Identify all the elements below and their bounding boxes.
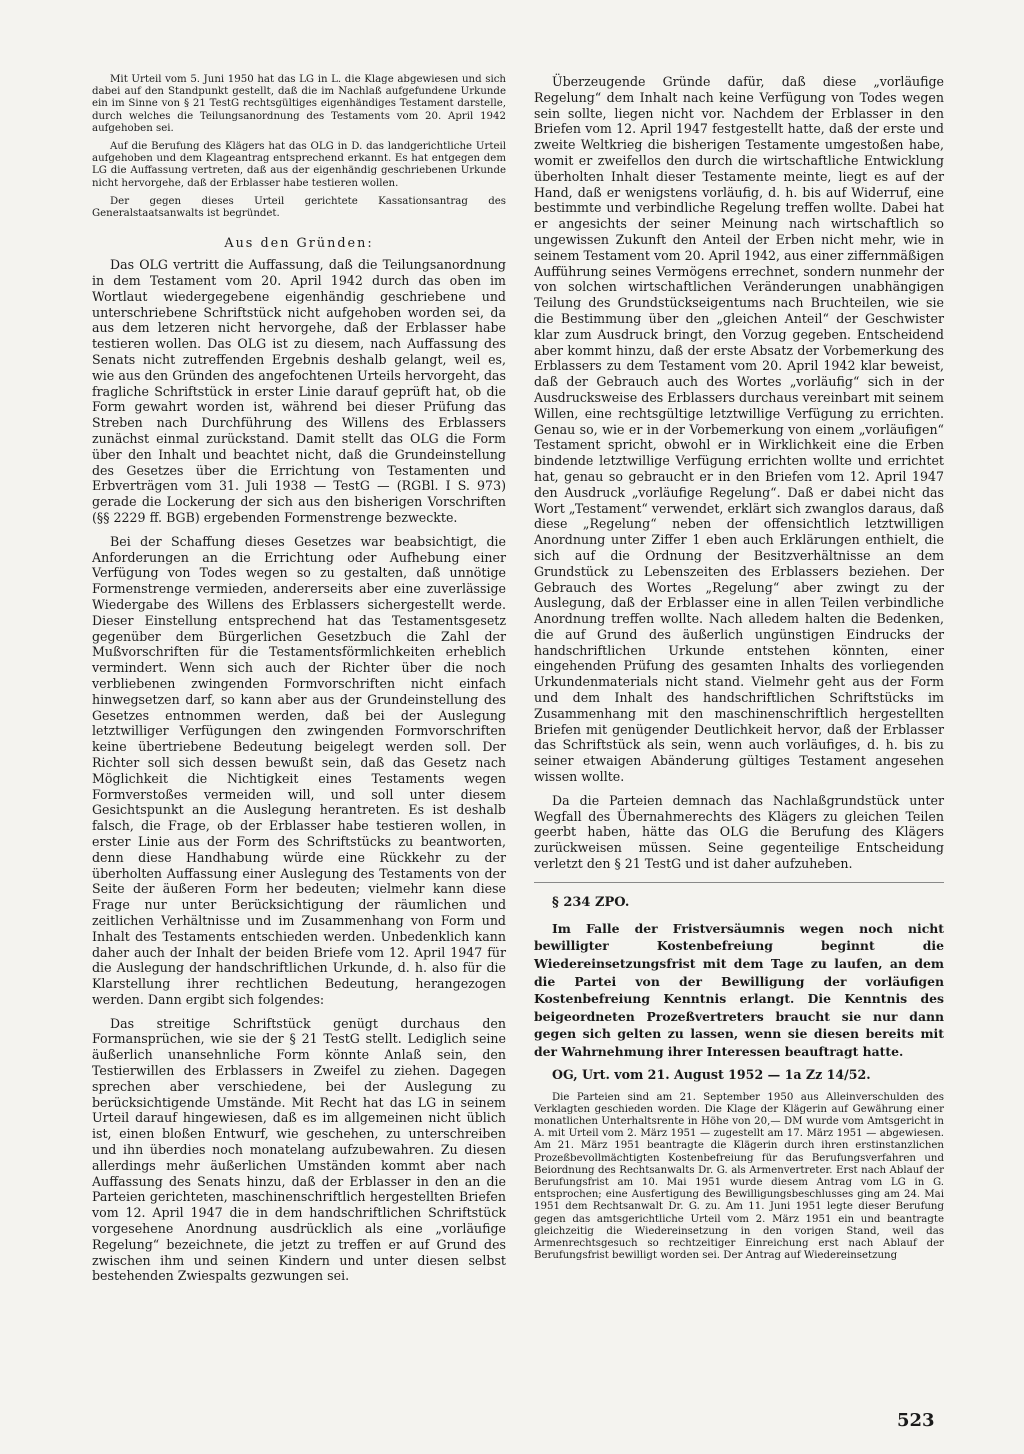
right-column [534, 74, 944, 1262]
intro-paragraph: Mit Urteil vom 5. Juni 1950 hat das LG in L. die Klage abgewiesen und sich dabei auf den Standpunkt gestellt, daß die im Nachlaß aufgefundene Urkunde ein im Sinne von § 21 TestG rechtsgültiges eigenhändiges Testament darstelle, durch welches die Teilungsanordnung des Testaments vom 20. April 1942 aufgehoben sei. [92, 74, 506, 134]
body-paragraph: Das streitige Schriftstück genügt durchaus den Formansprüchen, wie sie der § 21 TestG stellt. Lediglich seine äußerlich unansehnliche Form könnte Anlaß sein, den Testierwillen des Erblassers in Zweifel zu ziehen. Dagegen sprechen aber verschiedene, bei der Auslegung zu berücksichtigende Umstände. Mit Recht hat das LG in seinem Urteil darauf hingewiesen, daß es im allgemeinen nicht üblich ist, einen bloßen Entwurf, wie geschehen, zu unterschreiben und ihn überdies noch monatelang aufzubewahren. Zu diesen allerdings mehr äußerlichen Umständen kommt aber nach Auffassung des Senats hinzu, daß der Erblasser in den an die Parteien gerichteten, maschinenschriftlich hergestellten Briefen vom 12. April 1947 die in dem handschriftlichen Schriftstück vorgesehene Anordnung ausdrücklich als eine „vorläufige Regelung“ bezeichnete, die jetzt zu treffen er auf Grund des zwischen ihm und seinen Kindern und unter diesen selbst bestehenden Zwiespalts gezwungen sei. [92, 1015, 506, 1284]
divider [534, 882, 944, 883]
intro-paragraph: Der gegen dieses Urteil gerichtete Kassationsantrag des Generalstaatsanwalts ist begründet. [92, 195, 506, 220]
body-paragraph: Überzeugende Gründe dafür, daß diese „vorläufige Regelung“ dem Inhalt nach keine Verfügung von Todes wegen sein sollte, liegen nicht vor. Nachdem der Erblasser in den Briefen vom 12. April 1947 festgestellt hatte, daß der erste und zweite Weltkrieg die bisherigen Testamente umgestoßen habe, womit er zweifellos den durch die wirtschaftliche Entwicklung überholten Inhalt dieser Testamente meinte, liegt es auf der Hand, daß er wenigstens vorläufig, d. h. bis auf Widerruf, eine bestimmte und verbindliche Regelung treffen wollte. Dabei hat er angesichts der seiner Meinung nach wirtschaftlich so ungewissen Zukunft den Anteil der Erben nicht mehr, wie in seinem Testament vom 20. April 1942, aus einer ziffernmäßigen Aufführung seines Vermögens errechnet, sondern nunmehr der von solchen wirtschaftlichen Veränderungen unabhängigen Teilung des Grundstückseigentums nach Bruchteilen, wie sie die Bestimmung über den „gleichen Anteil“ der Geschwister klar zum Ausdruck bringt, den Vorzug gegeben. Entscheidend aber kommt hinzu, daß der erste Absatz der Vorbemerkung des Erblassers zu dem Testament vom 20. April 1942 klar beweist, daß der Gebrauch auch des Wortes „vorläufig“ sich in der Ausdrucksweise des Erblassers durchaus vereinbart mit seinem Willen, eine rechtsgültige letztwillige Verfügung zu errichten. Genau so, wie er in der Vorbemerkung von einem „vorläufigen“ Testament spricht, obwohl er in Wirklichkeit eine die Erben bindende letztwillige Verfügung errichten wollte und errichtet hat, genau so gebraucht er in den Briefen vom 12. April 1947 den Ausdruck „vorläufige Regelung“. Daß er dabei nicht das Wort „Testament“ verwendet, erklärt sich zwanglos daraus, daß diese „Regelung“ neben der offensichtlich letztwilligen Anordnung unter Ziffer 1 eben auch Erklärungen enthielt, die sich auf die Ordnung der Besitzverhältnisse an dem Grundstück zu Lebenszeiten des Erblassers beziehen. Der Gebrauch des Wortes „Regelung“ aber zwingt zu der Auslegung, daß der Erblasser eine in allen Teilen verbindliche Anordnung treffen wollte. Nach alledem halten die Bedenken, die auf Grund des äußerlich ungünstigen Eindrucks der handschriftlichen Urkunde entstehen könnten, einer eingehenden Prüfung des gesamten Inhalts des vorliegenden Urkundenmaterials nicht stand. Vielmehr geht aus der Form und dem Inhalt des handschriftlichen Schriftstücks im Zusammenhang mit den maschinenschriftlich hergestellten Briefen mit genügender Deutlichkeit hervor, daß der Erblasser das Schriftstück als sein, wenn auch vorläufiges, d. h. bis zu seiner etwaigen Abänderung gültiges Testament angesehen wissen wollte. [534, 74, 944, 785]
intro-paragraph: Auf die Berufung des Klägers hat das OLG in D. das landgerichtliche Urteil aufgehoben und dem Klageantrag entsprechend erkannt. Es hat entgegen dem LG die Auffassung vertreten, daß aus der eigenhändig geschriebenen Urkunde nicht hervorgehe, daß der Erblasser habe testieren wollen. [92, 141, 506, 189]
body-paragraph: Das OLG vertritt die Auffassung, daß die Teilungsanordnung in dem Testament vom 20. April 1942 durch das oben im Wortlaut wiedergegebene eigenhändig geschriebene und unterschriebene Schriftstück nicht aufgehoben worden sei, da aus dem letzeren nicht hervorgehe, daß der Erblasser habe testieren wollen. Das OLG ist zu diesem, nach Auffassung des Senats nicht zutreffenden Ergebnis deshalb gelangt, weil es, wie aus den Gründen des angefochtenen Urteils hervorgeht, das fragliche Schriftstück in erster Linie darauf geprüft hat, ob die Form gewahrt worden ist, während bei dieser Prüfung das Streben nach Durchführung des Willens des Erblassers zunächst einmal zurückstand. Damit stellt das OLG die Form über den Inhalt und beachtet nicht, daß die Grundeinstellung des Gesetzes über die Errichtung von Testamenten und Erbverträgen vom 31. Juli 1938 — TestG — (RGBl. I S. 973) gerade die Lockerung der sich aus den bisherigen Vorschriften (§§ 2229 ff. BGB) ergebenden Formenstrenge bezweckte. [92, 257, 506, 525]
statute-reference: § 234 ZPO. [552, 894, 630, 910]
body-paragraph: Da die Parteien demnach das Nachlaßgrundstück unter Wegfall des Übernahmerechts des Klägers zu gleichen Teilen geerbt haben, hätte das OLG die Berufung des Klägers zurückweisen müssen. Seine gegenteilige Entscheidung verletzt den § 21 TestG und ist daher aufzuheben. [534, 792, 944, 872]
court-citation: OG, Urt. vom 21. August 1952 — 1a Zz 14/52. [552, 1066, 871, 1082]
page-number: 523 [897, 1410, 935, 1431]
section-heading: Aus den Gründen: [224, 236, 374, 252]
left-column [92, 74, 506, 1284]
body-paragraph: Bei der Schaffung dieses Gesetzes war beabsichtigt, die Anforderungen an die Errichtung oder Aufhebung einer Verfügung von Todes wegen so zu gestalten, daß unnötige Formenstrenge vermieden, andererseits aber eine zuverlässige Wiedergabe des Willens des Erblassers sichergestellt werde. Dieser Einstellung entsprechend hat das Testamentsgesetz gegenüber dem Bürgerlichen Gesetzbuch die Zahl der Mußvorschriften für die Testamentsförmlichkeiten erheblich vermindert. Wenn sich auch der Richter über die noch verbliebenen zwingenden Formvorschriften nicht einfach hinwegsetzen darf, so kann aber aus der Grundeinstellung des Gesetzes entnommen werden, daß bei der Auslegung letztwilliger Verfügungen den zwingenden Formvorschriften keine übertriebene Bedeutung beigelegt werden soll. Der Richter soll sich dessen bewußt sein, daß das Gesetz nach Möglichkeit die Nichtigkeit eines Testaments wegen Formverstoßes vermeiden will, und soll unter diesem Gesichtspunkt an die Auslegung herantreten. Es ist deshalb falsch, die Frage, ob der Erblasser habe testieren wollen, in erster Linie aus der Form des Schriftstücks zu beantworten, denn diese Handhabung würde eine Rückkehr zu der überholten Auffassung einer Auslegung des Testaments von der Seite der äußeren Form her bedeuten; vielmehr kann diese Frage nur unter Berücksichtigung der räumlichen und zeitlichen Verhältnisse und im Zusammenhang von Form und Inhalt des Testaments entschieden werden. Unbedenklich kann daher auch der Inhalt der beiden Briefe vom 12. April 1947 für die Auslegung der handschriftlichen Urkunde, d. h. also für die Klarstellung ihrer rechtlichen Bedeutung, herangezogen werden. Dann ergibt sich folgendes: [92, 533, 506, 1007]
headnote: Im Falle der Fristversäumnis wegen noch nicht bewilligter Kostenbefreiung beginnt die Wiedereinsetzungsfrist mit dem Tage zu laufen, an dem die Partei von der Bewilligung der vorläufigen Kostenbefreiung Kenntnis erlangt. Die Kenntnis des beigeordneten Prozeßvertreters braucht sie nur dann gegen sich gelten zu lassen, wenn sie diesen bereits mit der Wahrnehmung ihrer Interessen beauftragt hatte. [534, 920, 944, 1059]
facts-paragraph: Die Parteien sind am 21. September 1950 aus Alleinverschulden des Verklagten geschieden worden. Die Klage der Klägerin auf Gewährung einer monatlichen Unterhaltsrente in Höhe von 20,— DM wurde vom Amtsgericht in A. mit Urteil vom 2. März 1951 — zugestellt am 17. März 1951 — abgewiesen. Am 21. März 1951 beantragte die Klägerin durch ihren erstinstanzlichen Prozeßbevollmächtigten Kostenbefreiung für das Berufungsverfahren und Beiordnung des Rechtsanwalts Dr. G. als Armenvertreter. Erst nach Ablauf der Berufungsfrist am 10. Mai 1951 wurde diesem Antrag vom LG in G. entsprochen; eine Ausfertigung des Bewilligungsbeschlusses ging am 24. Mai 1951 dem Rechtsanwalt Dr. G. zu. Am 11. Juni 1951 legte dieser Berufung gegen das amtsgerichtliche Urteil vom 2. März 1951 ein und beantragte gleichzeitig die Wiedereinsetzung in den vorigen Stand, weil das Armenrechtsgesuch so rechtzeitiger Einreichung erst nach Ablauf der Berufungsfrist bewilligt worden sei. Der Antrag auf Wiedereinsetzung [534, 1091, 944, 1262]
